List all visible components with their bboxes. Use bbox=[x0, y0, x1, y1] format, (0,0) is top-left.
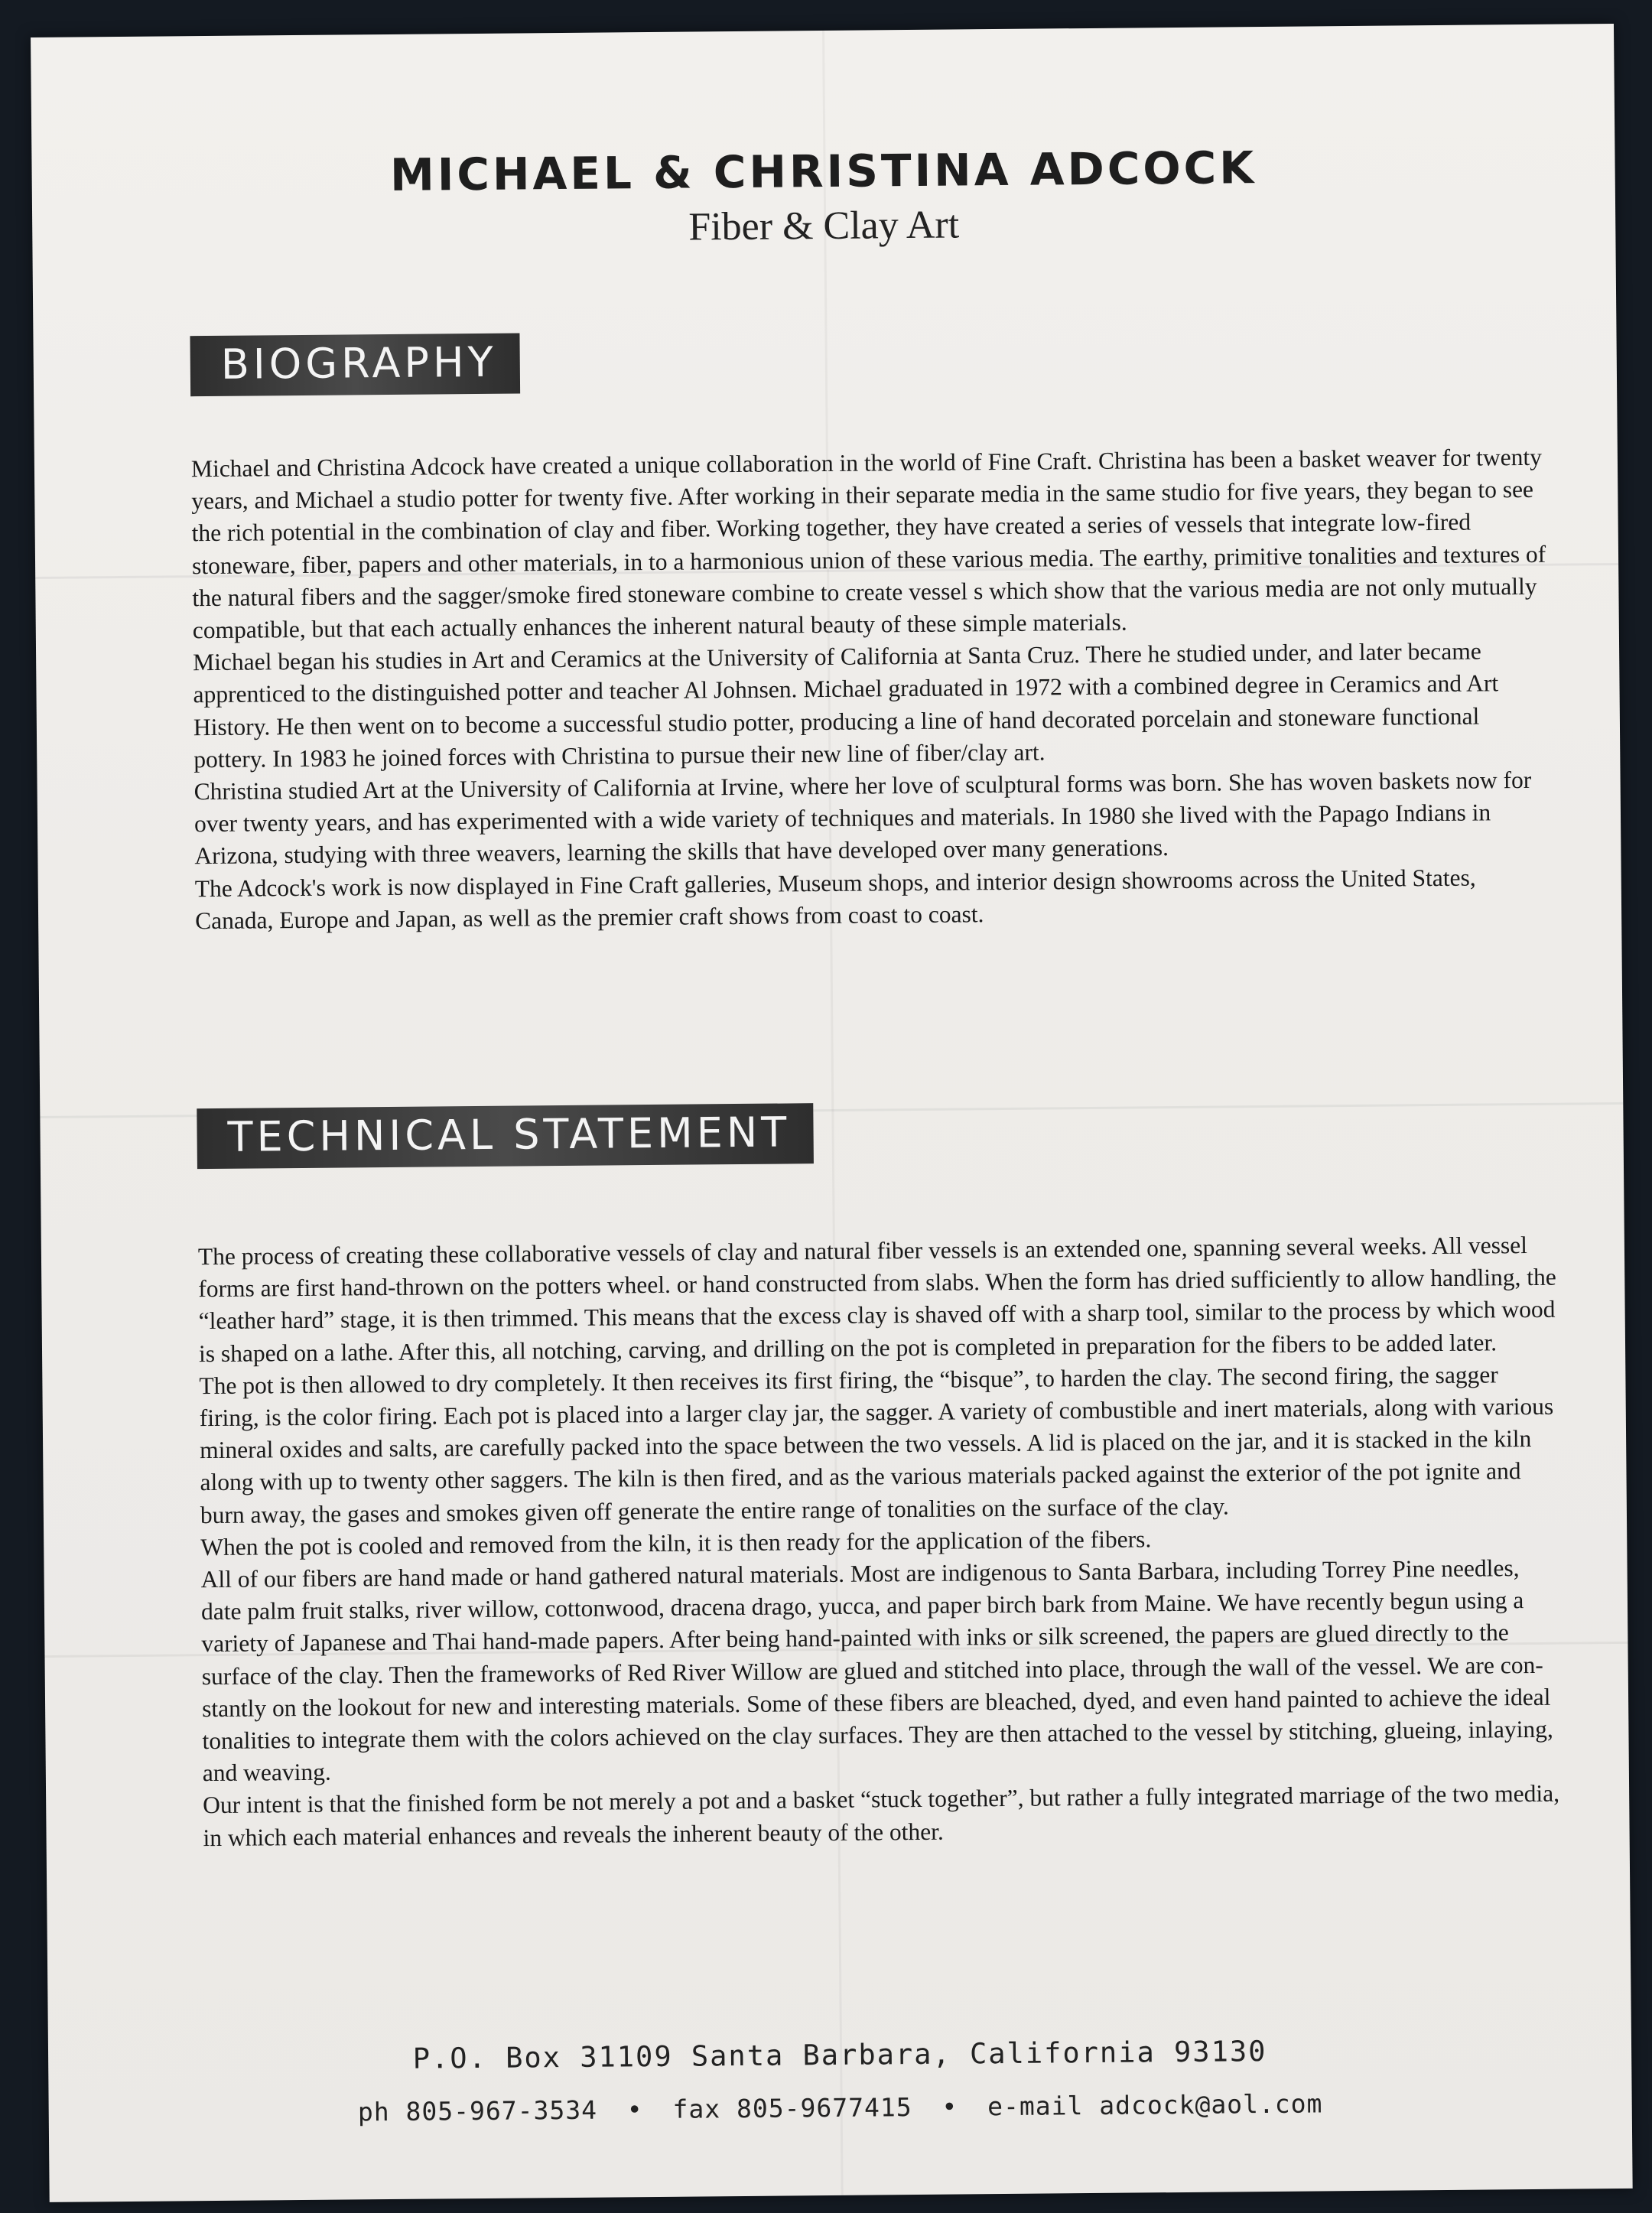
bullet-separator: • bbox=[626, 2094, 643, 2125]
technical-statement-section bbox=[198, 1229, 1565, 1854]
email-address: e-mail adcock@aol.com bbox=[987, 2088, 1323, 2122]
fold-crease-vertical bbox=[822, 31, 844, 2195]
technical-paragraph: Our intent is that the finished form be not merely a pot and a basket “stuck together”, but rather a fully integrated marriage of the two media, in which each material enhances and reveals the inherent beauty of the other. bbox=[203, 1780, 1560, 1851]
technical-paragraph: When the pot is cooled and removed from the kiln, it is then ready for the application of the fibers. bbox=[200, 1525, 1152, 1560]
biography-section bbox=[191, 441, 1556, 938]
biography-paragraph: Christina studied Art at the University of California at Irvine, where her love of sculptural forms was born. She has woven baskets now for over twenty years, and has experimented with a wide variety of techniques and materials. In 1980 she lived with the Papago Indians in Arizona, studying with three weavers, learning the skills that have developed over many generations. bbox=[193, 766, 1532, 870]
bullet-separator: • bbox=[941, 2091, 958, 2122]
technical-statement-heading: TECHNICAL STATEMENT bbox=[197, 1103, 813, 1169]
subtitle: Fiber & Clay Art bbox=[688, 203, 960, 249]
technical-paragraph: All of our fibers are hand made or hand gathered natural materials. Most are indigenous to Santa Barbara, including Torrey Pine needles, date palm fruit stalks, river willow, cottonwood, dracena drago, yucca, and paper birch bark from Maine. We have recently begun using a variety of Japanese and Thai hand-made papers. After being hand-painted with inks or silk screened, the papers are glued directly to the surface of the clay. Then the frameworks of Red River Willow are glued and stitched into place, through the wall of the vessel. We are con-stantly on the lookout for new and interesting materials. Some of these fibers are bleached, dyed, and even hand painted to achieve the ideal tonalities to integrate them with the colors achieved on the clay surfaces. They are then attached to the vessel by stitching, glueing, inlaying, and weaving. bbox=[200, 1554, 1553, 1787]
flyer-sheet bbox=[31, 24, 1633, 2202]
artist-names: MICHAEL & CHRISTINA ADCOCK bbox=[389, 142, 1257, 201]
contact-footer bbox=[48, 2032, 1632, 2130]
mailing-address: P.O. Box 31109 Santa Barbara, California 93130 bbox=[412, 2035, 1267, 2075]
biography-heading: BIOGRAPHY bbox=[190, 333, 519, 396]
letterhead bbox=[31, 138, 1615, 255]
technical-paragraph: The pot is then allowed to dry completely. It then receives its first firing, the “bisque”, to harden the clay. The second firing, the sagger firing, is the color firing. Each pot is placed into a larger clay jar, the sagger. A variety of combustible and inert materials, along with various mineral oxides and salts, are carefully packed into the space between the two vessels. A lid is placed on the jar, and it is stacked in the kiln along with up to twenty other saggers. The kiln is then fired, and as the various materials packed against the exterior of the pot ignite and burn away, the gases and smokes given off generate the entire range of tonalities on the surface of the clay. bbox=[199, 1361, 1554, 1528]
biography-paragraph: Michael and Christina Adcock have created a unique collaboration in the world of Fine Craft. Christina has been a basket weaver for twenty years, and Michael a studio potter for twenty five. After working in their separate media in the same studio for five years, they began to see the rich potential in the combination of clay and fiber. Working together, they have created a series of vessels that integrate low-fired stoneware, fiber, papers and other materials, in to a harmonious union of these various media. The earthy, primitive tonalities and textures of the natural fibers and the sagger/smoke fired stoneware combine to create vessel s which show that the various media are not only mutually compatible, but that each actually enhances the inherent natural beauty of these simple materials. bbox=[190, 443, 1546, 644]
fax-number: fax 805-9677415 bbox=[672, 2092, 912, 2124]
phone-number: ph 805-967-3534 bbox=[357, 2094, 598, 2127]
biography-paragraph: Michael began his studies in Art and Ceramics at the University of California at Santa Cruz. There he studied under, and later became apprenticed to the distinguished potter and teacher Al Johnsen. Michael graduated in 1972 with a combined degree in Ceramics and Art History. He then went on to become a successful studio potter, producing a line of hand decorated porcelain and stoneware functional pottery. In 1983 he joined forces with Christina to pursue their new line of fiber/clay art. bbox=[193, 637, 1499, 773]
technical-paragraph: The process of creating these collaborative vessels of clay and natural fiber vessels is an extended one, spanning several weeks. All vessel forms are first hand-thrown on the potters wheel. or hand constructed from slabs. When the form has dried sufficiently to allow handling, the “leather hard” stage, it is then trimmed. This means that the excess clay is shaved off with a sharp tool, similar to the process by which wood is shaped on a lathe. After this, all notching, carving, and drilling on the pot is completed in preparation for the fibers to be added later. bbox=[197, 1232, 1556, 1367]
biography-paragraph: The Adcock's work is now displayed in Fine Craft galleries, Museum shops, and interior design showrooms across the United States, Canada, Europe and Japan, as well as the premier craft shows from coast to coast. bbox=[194, 864, 1476, 935]
